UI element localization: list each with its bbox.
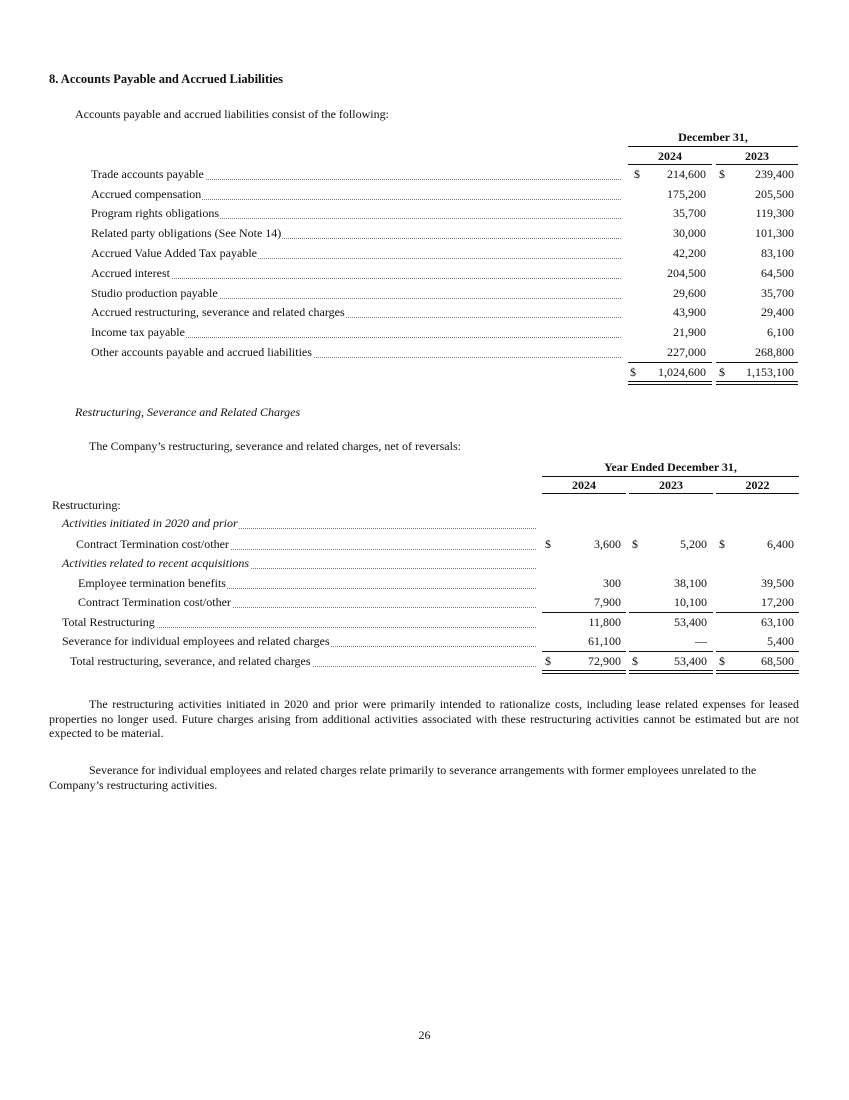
row-label: Contract Termination cost/other xyxy=(78,595,231,609)
value-2023: 29,400 xyxy=(761,305,794,319)
value-2022: 6,400 xyxy=(767,537,794,551)
table-row xyxy=(0,266,849,282)
value-2024: 61,100 xyxy=(588,634,621,648)
value-2024: 43,900 xyxy=(673,305,706,319)
table-row xyxy=(0,516,849,532)
row-label: Income tax payable xyxy=(91,325,185,339)
restructuring-year-rule xyxy=(542,493,626,494)
table-row xyxy=(0,537,849,553)
currency-symbol: $ xyxy=(545,537,551,551)
paragraph-severance: Severance for individual employees and related charges relate primarily to severance arrangements with former employees unrelated to the Company’s restructuring activities. xyxy=(49,763,757,792)
row-label: Accrued Value Added Tax payable xyxy=(91,246,257,260)
ap-intro: Accounts payable and accrued liabilities consist of the following: xyxy=(75,107,389,121)
value-2024: 72,900 xyxy=(588,654,621,668)
subtotal-rule xyxy=(542,651,626,652)
restructuring-year-rule xyxy=(716,493,799,494)
group-label-acquisitions: Activities related to recent acquisitions xyxy=(62,556,250,570)
subtotal-rule xyxy=(716,612,799,613)
restructuring-year-rule xyxy=(629,493,713,494)
value-2022: 39,500 xyxy=(761,576,794,590)
row-label: Trade accounts payable xyxy=(91,167,204,181)
table-row xyxy=(0,187,849,203)
value-2023: 205,500 xyxy=(755,187,794,201)
restructuring-year-2022: 2022 xyxy=(745,478,770,492)
ap-total-double-rule xyxy=(716,384,798,385)
subtotal-rule xyxy=(629,651,713,652)
value-2023: 6,100 xyxy=(767,325,794,339)
grand-total-double-rule xyxy=(542,673,626,674)
row-label: Total Restructuring xyxy=(62,615,155,629)
table-row xyxy=(0,595,849,611)
table-row xyxy=(0,305,849,321)
row-label: Contract Termination cost/other xyxy=(76,537,229,551)
table-row xyxy=(0,226,849,242)
row-label: Accrued compensation xyxy=(91,187,202,201)
value-2023: 64,500 xyxy=(761,266,794,280)
ap-period-header: December 31, xyxy=(678,130,748,144)
value-2023: 101,300 xyxy=(755,226,794,240)
ap-year-2024: 2024 xyxy=(658,149,682,163)
value-2022: 5,400 xyxy=(767,634,794,648)
value-2023: 5,200 xyxy=(680,537,707,551)
value-2024: 30,000 xyxy=(673,226,706,240)
grand-total-double-rule xyxy=(716,670,799,671)
value-2022: 17,200 xyxy=(761,595,794,609)
restructuring-period-header: Year Ended December 31, xyxy=(604,460,737,474)
value-2024: 214,600 xyxy=(667,167,706,181)
ap-year-2023: 2023 xyxy=(745,149,769,163)
restructuring-group-label: Restructuring: xyxy=(52,498,121,512)
value-2023: 83,100 xyxy=(761,246,794,260)
value-2023: — xyxy=(695,634,707,648)
value-2024: 42,200 xyxy=(673,246,706,260)
ap-total-double-rule xyxy=(716,381,798,382)
table-row xyxy=(0,206,849,222)
table-row xyxy=(0,345,849,361)
ap-subtotal-rule-2023 xyxy=(716,362,798,363)
row-label: Accrued interest xyxy=(91,266,170,280)
value-2024: 204,500 xyxy=(667,266,706,280)
table-row xyxy=(0,634,849,650)
value-2024: 35,700 xyxy=(673,206,706,220)
restructuring-header-rule xyxy=(542,476,799,477)
value-2022: 68,500 xyxy=(761,654,794,668)
value-2023: 53,400 xyxy=(674,654,707,668)
restructuring-year-2023: 2023 xyxy=(659,478,683,492)
currency-symbol: $ xyxy=(719,537,725,551)
currency-symbol: $ xyxy=(634,167,640,181)
currency-symbol: $ xyxy=(630,365,636,379)
row-label: Other accounts payable and accrued liabilities xyxy=(91,345,312,359)
table-row xyxy=(0,576,849,592)
table-row xyxy=(0,615,849,631)
row-label: Studio production payable xyxy=(91,286,218,300)
currency-symbol: $ xyxy=(545,654,551,668)
restructuring-intro: The Company’s restructuring, severance and related charges, net of reversals: xyxy=(89,439,461,453)
value-2023: 53,400 xyxy=(674,615,707,629)
value-2023: 268,800 xyxy=(755,345,794,359)
page-number: 26 xyxy=(418,1028,431,1042)
grand-total-double-rule xyxy=(629,670,713,671)
total-2023: 1,153,100 xyxy=(746,365,794,379)
value-2023: 239,400 xyxy=(755,167,794,181)
value-2024: 227,000 xyxy=(667,345,706,359)
row-label: Severance for individual employees and related charges xyxy=(62,634,330,648)
table-row xyxy=(0,286,849,302)
currency-symbol: $ xyxy=(719,365,725,379)
currency-symbol: $ xyxy=(632,654,638,668)
grand-total-double-rule xyxy=(629,673,713,674)
grand-total-row xyxy=(0,654,849,670)
value-2024: 11,800 xyxy=(588,615,621,629)
paragraph-restructuring: The restructuring activities initiated in 2020 and prior were primarily intended to rationalize costs, including lease related expenses for leased properties no longer used. Future charges arising from additional activities associated with these restructuring activities cannot be estimated but are not expected to be material. xyxy=(49,697,799,740)
total-2024: 1,024,600 xyxy=(658,365,706,379)
table-row xyxy=(0,246,849,262)
value-2024: 175,200 xyxy=(667,187,706,201)
value-2024: 3,600 xyxy=(594,537,621,551)
ap-year-rule-2024 xyxy=(628,164,712,165)
row-label: Accrued restructuring, severance and related charges xyxy=(91,305,345,319)
subtotal-rule xyxy=(716,651,799,652)
restructuring-subheading: Restructuring, Severance and Related Charges xyxy=(75,405,301,419)
restructuring-year-2024: 2024 xyxy=(572,478,596,492)
value-2023: 10,100 xyxy=(674,595,707,609)
row-label: Employee termination benefits xyxy=(78,576,226,590)
currency-symbol: $ xyxy=(632,537,638,551)
table-row xyxy=(0,556,849,572)
currency-symbol: $ xyxy=(719,654,725,668)
table-row xyxy=(0,167,849,183)
value-2024: 7,900 xyxy=(594,595,621,609)
ap-total-double-rule xyxy=(628,381,712,382)
value-2024: 21,900 xyxy=(673,325,706,339)
grand-total-double-rule xyxy=(716,673,799,674)
section-title: 8. Accounts Payable and Accrued Liabilities xyxy=(49,72,284,86)
ap-header-rule xyxy=(628,146,798,147)
value-2024: 29,600 xyxy=(673,286,706,300)
row-label: Related party obligations (See Note 14) xyxy=(91,226,282,240)
value-2023: 119,300 xyxy=(755,206,794,220)
ap-year-rule-2023 xyxy=(716,164,798,165)
ap-subtotal-rule-2024 xyxy=(628,362,712,363)
value-2024: 300 xyxy=(603,576,621,590)
subtotal-rule xyxy=(542,612,626,613)
currency-symbol: $ xyxy=(719,167,725,181)
row-label: Total restructuring, severance, and related charges xyxy=(70,654,311,668)
ap-total-row xyxy=(0,365,849,381)
subtotal-rule xyxy=(629,612,713,613)
ap-total-double-rule xyxy=(628,384,712,385)
grand-total-double-rule xyxy=(542,670,626,671)
value-2022: 63,100 xyxy=(761,615,794,629)
group-label-2020: Activities initiated in 2020 and prior xyxy=(62,516,238,530)
table-row xyxy=(0,325,849,341)
row-label: Program rights obligations xyxy=(91,206,219,220)
value-2023: 35,700 xyxy=(761,286,794,300)
value-2023: 38,100 xyxy=(674,576,707,590)
